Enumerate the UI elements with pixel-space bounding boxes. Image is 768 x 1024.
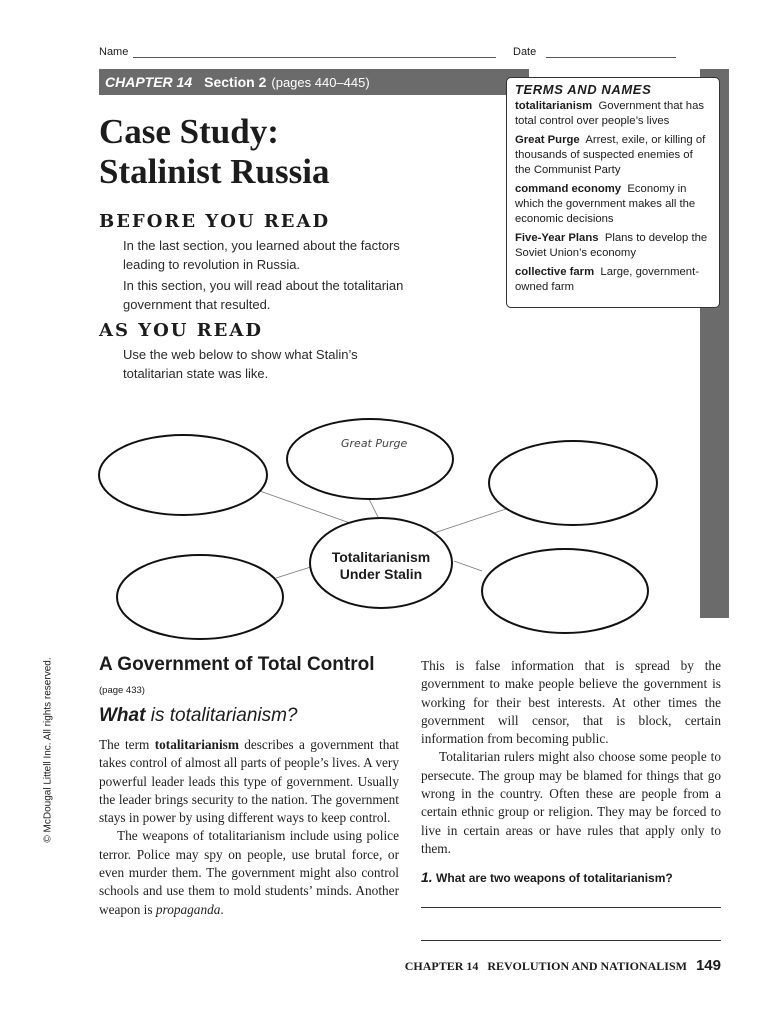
question-rest: is totalitarianism?: [150, 705, 298, 726]
term-definition: Government that has total control over people’s lives: [515, 100, 704, 127]
term-entry: [515, 182, 711, 227]
web-bubble-lower-right: [482, 549, 648, 633]
term-definition: Plans to develop the Soviet Union’s economy: [515, 232, 708, 259]
title-line-1: Case Study:: [99, 112, 279, 151]
term-name: Great Purge: [515, 134, 580, 146]
copyright-notice: [8, 650, 88, 850]
web-bubble-upper-right: [489, 441, 657, 525]
body-paragraph-1: The term totalitarianism describes a government that takes control of almost all parts of people’s lives. A very powerful leader leads this type of government. Usually the leader brings security to the nation. The government stays in power by using different ways to keep control.: [99, 737, 399, 826]
name-field[interactable]: [133, 57, 496, 58]
before-you-read-p1: In the last section, you learned about the factors leading to revolution in Russia.: [123, 238, 400, 272]
page-title: [99, 112, 330, 192]
term-name: Five-Year Plans: [515, 232, 599, 244]
question-1: [421, 869, 673, 885]
term-definition: Large, government-owned farm: [515, 266, 699, 293]
term-name: command economy: [515, 183, 622, 195]
as-you-read-p1: Use the web below to show what Stalin’s totalitarian state was like.: [123, 347, 358, 381]
term-name: totalitarianism: [515, 100, 593, 112]
question-text: What are two weapons of totalitarianism?: [436, 871, 673, 885]
term-definition: Economy in which the government makes all the economic decisions: [515, 183, 696, 225]
question-number: 1.: [421, 869, 433, 885]
term-entry: [515, 231, 711, 261]
body-paragraph-4: Totalitarian rulers might also choose some people to persecute. The group may be blamed for things that go wrong in the country. Often these are people from a certain ethnic group or religion. They may be forced to live in certain areas or have rules that apply only to them.: [421, 749, 721, 856]
term-name: collective farm: [515, 266, 595, 278]
page-reference: (page 433): [99, 685, 145, 696]
page-footer: [405, 957, 721, 974]
chapter-banner: [99, 69, 529, 95]
pages-label: (pages 440–445): [271, 74, 370, 90]
connector-line: [454, 561, 482, 571]
right-column-text: [421, 657, 721, 858]
as-you-read-heading: AS YOU READ: [99, 320, 263, 341]
left-column-text: [99, 736, 399, 919]
term-entry: [515, 99, 711, 129]
page-number: 149: [695, 957, 721, 974]
web-bubble-upper-left: [99, 435, 267, 515]
date-label: Date: [513, 46, 537, 58]
footer-book: REVOLUTION AND NATIONALISM: [487, 959, 687, 973]
term-entry: [515, 133, 711, 178]
section-heading: A Government of Total Control: [99, 654, 375, 675]
question-heading: [99, 705, 298, 727]
copyright-text: © McDougal Littell Inc. All rights reserved.: [42, 657, 54, 843]
chapter-label: CHAPTER 14: [105, 74, 193, 90]
terms-title: TERMS AND NAMES: [515, 82, 652, 97]
body-paragraph-2: The weapons of totalitarianism include using police terror. Police may spy on people, use brutal force, or even murder them. The government might also control schools and use them to mold students’ minds. Another weapon is propaganda.: [99, 828, 399, 917]
great-purge-label: Great Purge: [341, 437, 408, 450]
before-you-read-p2: In this section, you will read about the totalitarian government that resulted.: [123, 278, 404, 312]
section-label: Section 2: [204, 74, 267, 90]
before-you-read-heading: BEFORE YOU READ: [99, 211, 331, 232]
question-word: What: [99, 705, 146, 726]
name-label: Name: [99, 46, 129, 58]
answer-line-2[interactable]: [421, 940, 721, 941]
web-center-label: [311, 549, 451, 583]
connector-line: [434, 508, 509, 533]
web-bubble-lower-left: [117, 555, 283, 639]
answer-line-1[interactable]: [421, 907, 721, 908]
date-field[interactable]: [546, 57, 676, 58]
body-paragraph-3: This is false information that is spread by the government to make people believe the government is working for their best interests. At other times the government will censor, that is block, certain information from becoming public.: [421, 658, 721, 747]
terms-box: [506, 77, 720, 308]
web-bubble-top: [287, 419, 453, 499]
term-entry: [515, 265, 711, 295]
center-line-2: Under Stalin: [339, 566, 423, 582]
title-line-2: Stalinist Russia: [99, 152, 330, 191]
concept-web: [0, 415, 768, 655]
term-definition: Arrest, exile, or killing of thousands of suspected enemies of the Communist Party: [515, 134, 706, 176]
center-line-1: Totalitarianism: [331, 549, 431, 565]
footer-chapter: CHAPTER 14: [404, 959, 479, 973]
